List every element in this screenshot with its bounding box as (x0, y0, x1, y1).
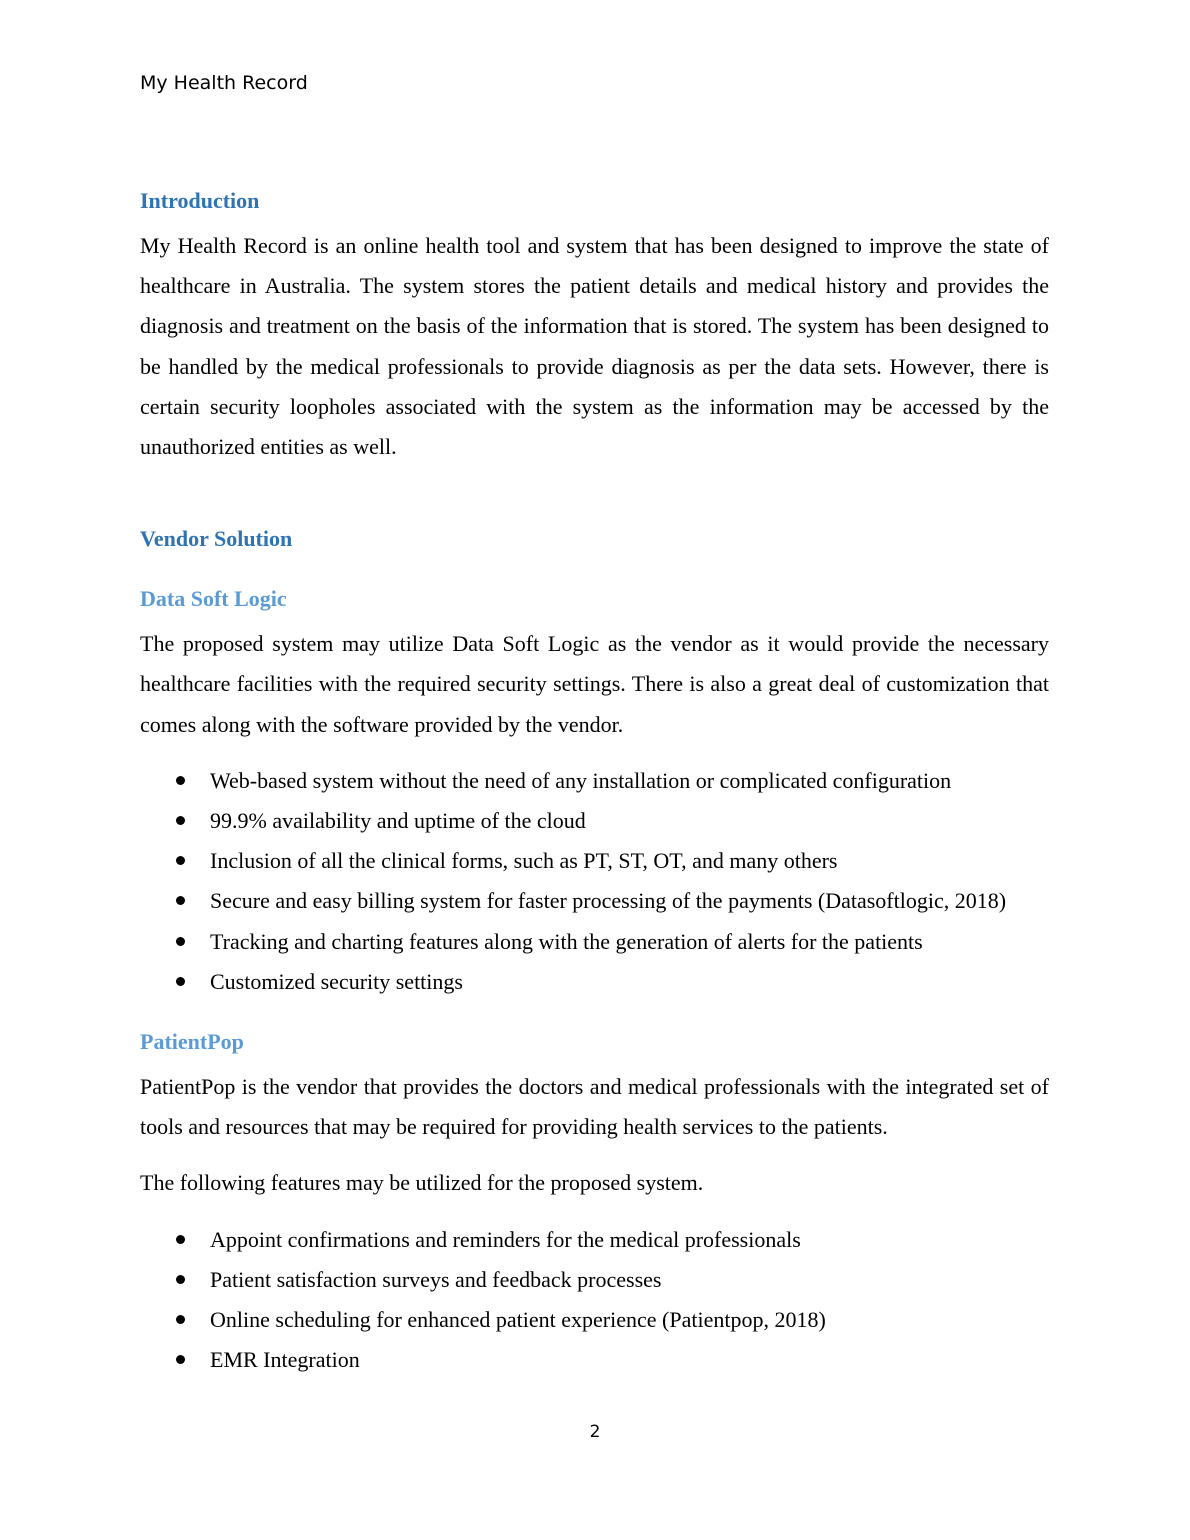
list-item-text: Tracking and charting features along with the generation of alerts for the patients (210, 928, 923, 954)
patientpop-features-intro: The following features may be utilized for the proposed system. (140, 1170, 704, 1196)
list-item (140, 841, 1049, 881)
list-item (140, 1300, 1049, 1340)
bullet-icon (176, 977, 185, 986)
heading-data-soft-logic: Data Soft Logic (140, 586, 287, 612)
list-item (140, 1260, 1049, 1300)
list-item-text: Inclusion of all the clinical forms, such as PT, ST, OT, and many others (210, 848, 838, 874)
bullet-icon (176, 776, 185, 785)
bullet-icon (176, 1355, 185, 1364)
list-item (140, 962, 1049, 1002)
list-item-text: EMR Integration (210, 1347, 360, 1373)
heading-patientpop: PatientPop (140, 1029, 244, 1055)
bullet-icon (176, 896, 185, 905)
list-item-text: Customized security settings (210, 968, 463, 994)
heading-vendor-solution: Vendor Solution (140, 526, 293, 552)
bullet-icon (176, 1235, 185, 1244)
list-item-text: 99.9% availability and uptime of the cloud (210, 808, 586, 834)
bullet-icon (176, 856, 185, 865)
bullet-icon (176, 937, 185, 946)
heading-introduction: Introduction (140, 188, 260, 213)
bullet-icon (176, 1315, 185, 1324)
list-item (140, 881, 1049, 921)
list-item-text: Web-based system without the need of any installation or complicated configuration (210, 767, 952, 793)
introduction-paragraph: My Health Record is an online health tool and system that has been designed to improve the state of healthcare in Australia. The system stores the patient details and medical history and provides the diagnosis and treatment on the basis of the information that is stored. The system has been designed to be handled by the medical professionals to provide diagnosis as per the data sets. However, there is certain security loopholes associated with the system as the information may be accessed by the unauthorized entities as well. (140, 233, 1049, 460)
list-item (140, 761, 1049, 801)
list-item (140, 1340, 1049, 1380)
patientpop-feature-list (140, 1220, 1049, 1381)
running-header: My Health Record (140, 72, 308, 94)
data-soft-logic-feature-list (140, 761, 1049, 1002)
list-item-text: Secure and easy billing system for faster processing of the payments (Datasoftlogic, 2018) (210, 888, 1007, 914)
list-item-text: Appoint confirmations and reminders for the medical professionals (210, 1226, 801, 1252)
list-item (140, 1220, 1049, 1260)
list-item (140, 922, 1049, 962)
bullet-icon (176, 1275, 185, 1284)
page-number: 2 (589, 1422, 601, 1442)
patientpop-paragraph: PatientPop is the vendor that provides the doctors and medical professionals with the integrated set of tools and resources that may be required for providing health services to the patients. (140, 1074, 1049, 1140)
document-body (140, 186, 1049, 1380)
list-item-text: Patient satisfaction surveys and feedback processes (210, 1266, 662, 1292)
bullet-icon (176, 816, 185, 825)
list-item (140, 801, 1049, 841)
list-item-text: Online scheduling for enhanced patient experience (Patientpop, 2018) (210, 1307, 826, 1333)
data-soft-logic-paragraph: The proposed system may utilize Data Soft Logic as the vendor as it would provide the necessary healthcare facilities with the required security settings. There is also a great deal of customization that comes along with the software provided by the vendor. (140, 631, 1049, 737)
